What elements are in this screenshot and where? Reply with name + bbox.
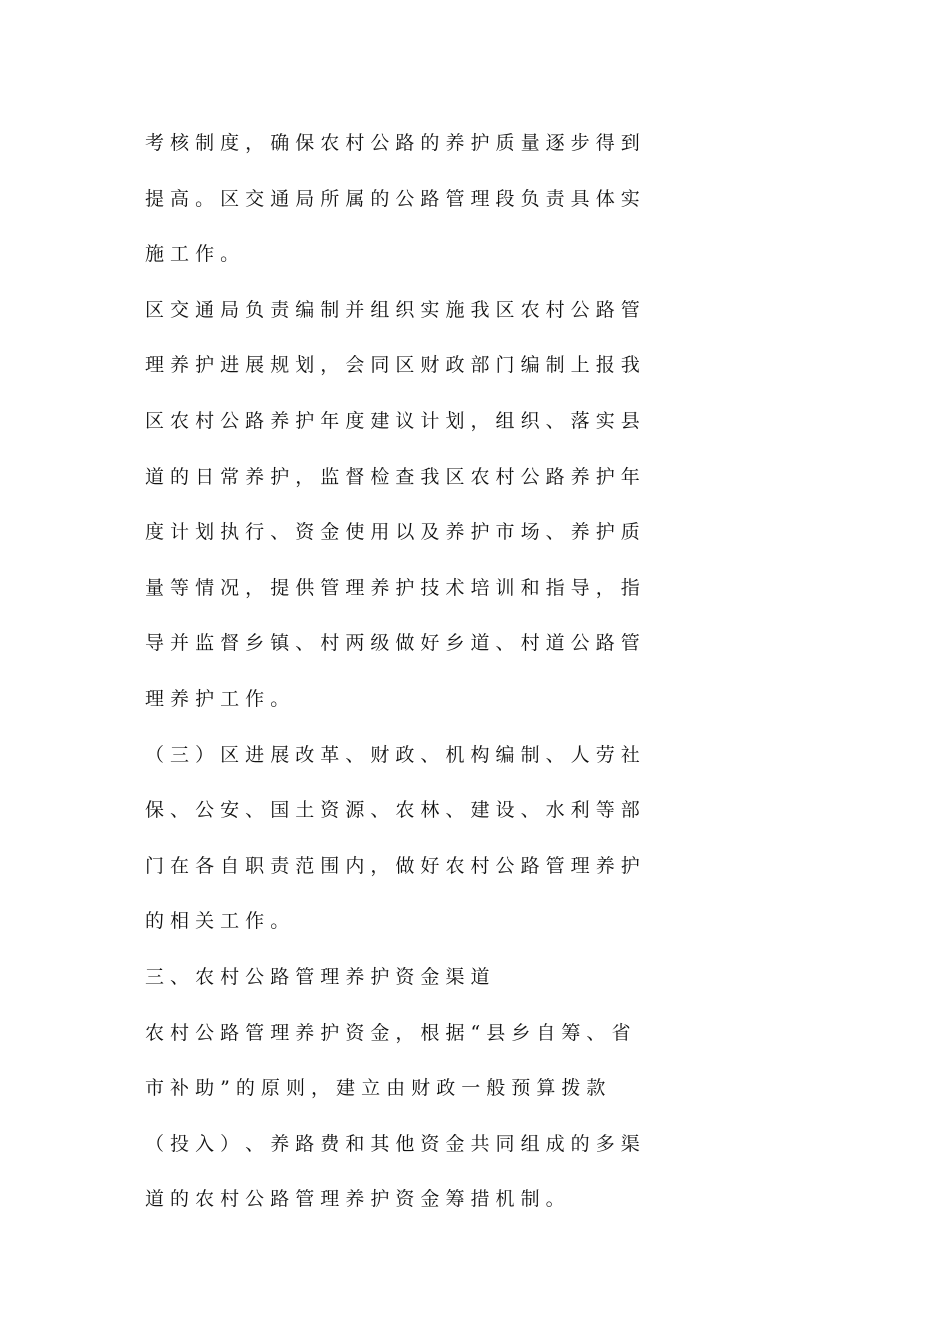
text-line: 农 村 公 路 管 理 养 护 资 金 ， 根 据 “ 县 乡 自 筹 、 省 [145, 1021, 631, 1044]
section-heading: 三 、 农 村 公 路 管 理 养 护 资 金 渠 道 [145, 965, 490, 988]
body-text [145, 116, 825, 1228]
text-line: （ 投 入 ） 、 养 路 费 和 其 他 资 金 共 同 组 成 的 多 渠 [145, 1132, 640, 1155]
text-line: 区 交 通 局 负 责 编 制 并 组 织 实 施 我 区 农 村 公 路 管 [145, 298, 640, 321]
text-line: 门 在 各 自 职 责 范 围 内 ， 做 好 农 村 公 路 管 理 养 护 [145, 854, 640, 877]
text-line: （ 三 ） 区 进 展 改 革 、 财 政 、 机 构 编 制 、 人 劳 社 [145, 743, 640, 766]
text-line: 区 农 村 公 路 养 护 年 度 建 议 计 划 ， 组 织 、 落 实 县 [145, 409, 640, 432]
text-line: 提 高 。 区 交 通 局 所 属 的 公 路 管 理 段 负 责 具 体 实 [145, 187, 640, 210]
text-line: 考 核 制 度 ， 确 保 农 村 公 路 的 养 护 质 量 逐 步 得 到 [145, 132, 640, 154]
text-line: 保 、 公 安 、 国 土 资 源 、 农 林 、 建 设 、 水 利 等 部 [145, 799, 640, 822]
text-line: 施 工 作 。 [145, 243, 240, 266]
text-line: 导 并 监 督 乡 镇 、 村 两 级 做 好 乡 道 、 村 道 公 路 管 [145, 632, 640, 655]
text-line: 道 的 农 村 公 路 管 理 养 护 资 金 筹 措 机 制 。 [145, 1188, 565, 1211]
text-line: 市 补 助 ” 的 原 则 ， 建 立 由 财 政 一 般 预 算 拨 款 [145, 1077, 606, 1100]
text-line: 理 养 护 工 作 。 [145, 687, 290, 710]
text-line: 度 计 划 执 行 、 资 金 使 用 以 及 养 护 市 场 、 养 护 质 [145, 521, 640, 544]
text-line: 道 的 日 常 养 护 ， 监 督 检 查 我 区 农 村 公 路 养 护 年 [145, 465, 640, 488]
text-line: 量 等 情 况 ， 提 供 管 理 养 护 技 术 培 训 和 指 导 ， 指 [145, 576, 640, 599]
text-line: 理 养 护 进 展 规 划 ， 会 同 区 财 政 部 门 编 制 上 报 我 [145, 354, 640, 377]
text-line: 的 相 关 工 作 。 [145, 910, 290, 933]
